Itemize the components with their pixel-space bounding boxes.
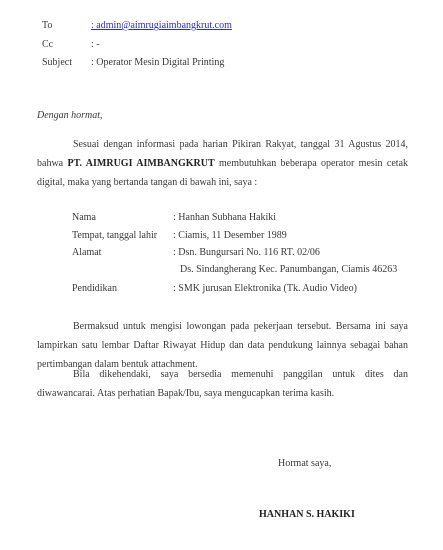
birth-label: Tempat, tanggal lahir	[72, 230, 158, 241]
name-value: : Hanhan Subhana Hakiki	[173, 212, 277, 223]
closing-regards: Hormat saya,	[278, 458, 332, 469]
to-label: To	[42, 20, 53, 31]
body-paragraph-2: Bila dikehendaki, saya bersedia memenuhi panggilan untuk dites dan diwawancarai. Atas perhatian Bapak/Ibu, saya mengucapkan terima kasih.	[37, 369, 408, 399]
greeting: Dengan hormat,	[37, 110, 103, 121]
intro-part1: Sesuai dengan informasi pada harian Pikiran Rakyat, tanggal 31 Agustus 2014, bahwa	[37, 139, 408, 169]
name-label: Nama	[72, 212, 96, 223]
signature-name: HANHAN S. HAKIKI	[259, 509, 355, 520]
cc-label: Cc	[42, 39, 54, 50]
birth-value: : Ciamis, 11 Desember 1989	[173, 230, 287, 241]
education-label: Pendidikan	[72, 283, 117, 294]
address-label: Alamat	[72, 247, 102, 258]
intro-part2: membutuhkan beberapa operator mesin cetak digital, maka yang bertanda tangan di bawah ini, saya :	[37, 158, 409, 188]
address-value-line2: Ds. Sindangherang Kec. Panumbangan, Ciamis 46263	[180, 264, 398, 275]
intro-paragraph	[37, 135, 408, 192]
education-value: : SMK jurusan Elektronika (Tk. Audio Video)	[173, 283, 357, 294]
body-paragraph-1: Bermaksud untuk mengisi lowongan pada pekerjaan tersebut. Bersama ini saya lampirkan satu lembar Daftar Riwayat Hidup dan data pendukung lainnya sebagai bahan pertimbangan dalam bentuk attachment.	[37, 321, 408, 370]
to-email-link[interactable]: : admin@aimrugiaimbangkrut.com	[91, 20, 232, 31]
subject-value: : Operator Mesin Digital Printing	[91, 57, 225, 68]
company-name: PT. AIMRUGI AIMBANGKRUT	[67, 158, 215, 169]
subject-label: Subject	[42, 57, 72, 68]
address-value-line1: : Dsn. Bungursari No. 116 RT. 02/06	[173, 247, 320, 258]
cc-value: : -	[91, 39, 100, 50]
